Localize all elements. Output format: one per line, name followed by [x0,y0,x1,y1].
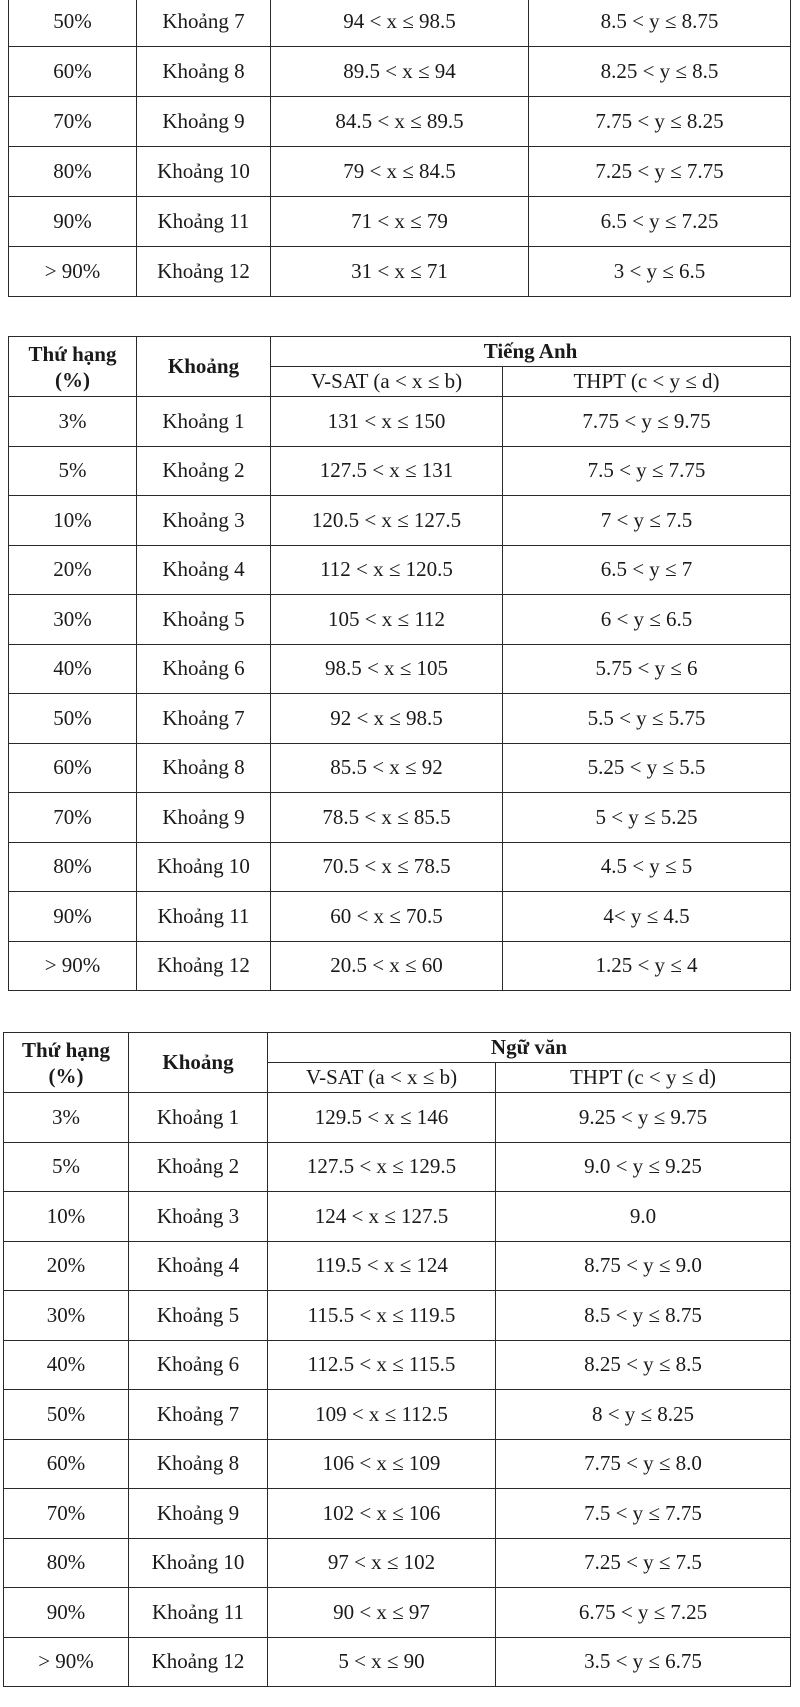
thpt-range-cell: 8.5 < y ≤ 8.75 [529,0,791,47]
thpt-range-cell: 7.25 < y ≤ 7.5 [496,1538,791,1588]
interval-cell: Khoảng 12 [137,941,271,991]
table-row [4,1142,791,1192]
vsat-range-cell: 112 < x ≤ 120.5 [271,545,503,595]
thpt-range-cell: 1.25 < y ≤ 4 [503,941,791,991]
rank-cell: 40% [9,644,137,694]
thpt-range-cell: 8.5 < y ≤ 8.75 [496,1291,791,1341]
rank-cell: > 90% [9,941,137,991]
interval-cell: Khoảng 11 [137,892,271,942]
thpt-range-cell: 5.5 < y ≤ 5.75 [503,694,791,744]
vsat-range-cell: 127.5 < x ≤ 129.5 [268,1142,496,1192]
thpt-range-cell: 6.5 < y ≤ 7 [503,545,791,595]
vsat-range-cell: 97 < x ≤ 102 [268,1538,496,1588]
thpt-range-cell: 8.25 < y ≤ 8.5 [496,1340,791,1390]
rank-cell: 60% [9,743,137,793]
score-table-english [8,336,791,991]
rank-cell: 70% [9,97,137,147]
thpt-range-cell: 7.25 < y ≤ 7.75 [529,147,791,197]
table-row [9,397,791,447]
table-row [9,446,791,496]
rank-cell: 80% [9,842,137,892]
thpt-header: THPT (c < y ≤ d) [496,1063,791,1093]
vsat-range-cell: 60 < x ≤ 70.5 [271,892,503,942]
table-body [4,1093,791,1687]
rank-cell: 50% [9,0,137,47]
rank-cell: 70% [4,1489,129,1539]
table-row [9,197,791,247]
thpt-range-cell: 3 < y ≤ 6.5 [529,247,791,297]
interval-cell: Khoảng 12 [129,1637,268,1687]
vsat-header: V-SAT (a < x ≤ b) [271,367,503,397]
vsat-range-cell: 129.5 < x ≤ 146 [268,1093,496,1143]
interval-cell: Khoảng 2 [129,1142,268,1192]
thpt-range-cell: 9.25 < y ≤ 9.75 [496,1093,791,1143]
thpt-range-cell: 6 < y ≤ 6.5 [503,595,791,645]
interval-cell: Khoảng 12 [137,247,271,297]
rank-cell: 80% [4,1538,129,1588]
table-row [9,545,791,595]
interval-cell: Khoảng 7 [129,1390,268,1440]
table-row [9,247,791,297]
interval-cell: Khoảng 2 [137,446,271,496]
subject-header: Ngữ văn [268,1033,791,1063]
thpt-range-cell: 9.0 < y ≤ 9.25 [496,1142,791,1192]
vsat-range-cell: 90 < x ≤ 97 [268,1588,496,1638]
interval-cell: Khoảng 7 [137,694,271,744]
score-table-continued [8,0,791,297]
interval-cell: Khoảng 11 [129,1588,268,1638]
rank-cell: 60% [9,47,137,97]
vsat-range-cell: 70.5 < x ≤ 78.5 [271,842,503,892]
table-row [4,1588,791,1638]
table-row [4,1538,791,1588]
rank-header: Thứ hạng (%) [4,1033,129,1093]
thpt-range-cell: 7.75 < y ≤ 8.0 [496,1439,791,1489]
table-row [9,743,791,793]
thpt-range-cell: 7.5 < y ≤ 7.75 [496,1489,791,1539]
rank-cell: 10% [4,1192,129,1242]
rank-cell: 30% [9,595,137,645]
rank-cell: 3% [4,1093,129,1143]
table-body [9,397,791,991]
interval-cell: Khoảng 9 [129,1489,268,1539]
table-row [4,1192,791,1242]
rank-cell: 50% [4,1390,129,1440]
interval-cell: Khoảng 4 [137,545,271,595]
table-row [9,644,791,694]
subject-header: Tiếng Anh [271,337,791,367]
table-row [4,1439,791,1489]
thpt-range-cell: 7.5 < y ≤ 7.75 [503,446,791,496]
vsat-range-cell: 31 < x ≤ 71 [271,247,529,297]
interval-cell: Khoảng 5 [137,595,271,645]
vsat-range-cell: 115.5 < x ≤ 119.5 [268,1291,496,1341]
rank-cell: 30% [4,1291,129,1341]
rank-header: Thứ hạng (%) [9,337,137,397]
interval-cell: Khoảng 10 [137,147,271,197]
vsat-range-cell: 94 < x ≤ 98.5 [271,0,529,47]
thpt-range-cell: 4.5 < y ≤ 5 [503,842,791,892]
rank-cell: 5% [4,1142,129,1192]
vsat-range-cell: 84.5 < x ≤ 89.5 [271,97,529,147]
interval-cell: Khoảng 8 [137,743,271,793]
table-row [9,793,791,843]
interval-cell: Khoảng 1 [137,397,271,447]
thpt-header: THPT (c < y ≤ d) [503,367,791,397]
interval-cell: Khoảng 8 [129,1439,268,1489]
interval-cell: Khoảng 10 [137,842,271,892]
table-row [9,47,791,97]
interval-cell: Khoảng 3 [129,1192,268,1242]
table-row [4,1390,791,1440]
interval-cell: Khoảng 10 [129,1538,268,1588]
rank-cell: 90% [9,892,137,942]
vsat-header: V-SAT (a < x ≤ b) [268,1063,496,1093]
vsat-range-cell: 85.5 < x ≤ 92 [271,743,503,793]
rank-cell: > 90% [4,1637,129,1687]
rank-cell: 90% [9,197,137,247]
thpt-range-cell: 8.25 < y ≤ 8.5 [529,47,791,97]
table-row [4,1340,791,1390]
rank-cell: 40% [4,1340,129,1390]
interval-cell: Khoảng 5 [129,1291,268,1341]
table-row [9,0,791,47]
thpt-range-cell: 7 < y ≤ 7.5 [503,496,791,546]
rank-cell: 60% [4,1439,129,1489]
table-row [4,1241,791,1291]
thpt-range-cell: 5 < y ≤ 5.25 [503,793,791,843]
table-row [4,1637,791,1687]
vsat-range-cell: 89.5 < x ≤ 94 [271,47,529,97]
thpt-range-cell: 6.75 < y ≤ 7.25 [496,1588,791,1638]
thpt-range-cell: 5.25 < y ≤ 5.5 [503,743,791,793]
interval-cell: Khoảng 9 [137,97,271,147]
table-row [9,595,791,645]
vsat-range-cell: 71 < x ≤ 79 [271,197,529,247]
rank-cell: 70% [9,793,137,843]
table-row [9,842,791,892]
rank-cell: 5% [9,446,137,496]
vsat-range-cell: 124 < x ≤ 127.5 [268,1192,496,1242]
table-row [4,1489,791,1539]
table-row [9,694,791,744]
table-row [9,892,791,942]
interval-cell: Khoảng 8 [137,47,271,97]
vsat-range-cell: 105 < x ≤ 112 [271,595,503,645]
rank-cell: 90% [4,1588,129,1638]
rank-cell: 80% [9,147,137,197]
interval-cell: Khoảng 3 [137,496,271,546]
vsat-range-cell: 102 < x ≤ 106 [268,1489,496,1539]
rank-cell: 20% [9,545,137,595]
vsat-range-cell: 127.5 < x ≤ 131 [271,446,503,496]
thpt-range-cell: 6.5 < y ≤ 7.25 [529,197,791,247]
rank-cell: 20% [4,1241,129,1291]
interval-header: Khoảng [137,337,271,397]
vsat-range-cell: 112.5 < x ≤ 115.5 [268,1340,496,1390]
vsat-range-cell: 131 < x ≤ 150 [271,397,503,447]
vsat-range-cell: 79 < x ≤ 84.5 [271,147,529,197]
interval-header: Khoảng [129,1033,268,1093]
table-body [9,0,791,297]
vsat-range-cell: 119.5 < x ≤ 124 [268,1241,496,1291]
table-row [4,1093,791,1143]
interval-cell: Khoảng 9 [137,793,271,843]
thpt-range-cell: 5.75 < y ≤ 6 [503,644,791,694]
interval-cell: Khoảng 7 [137,0,271,47]
table-row [9,496,791,546]
interval-cell: Khoảng 4 [129,1241,268,1291]
interval-cell: Khoảng 6 [129,1340,268,1390]
thpt-range-cell: 7.75 < y ≤ 9.75 [503,397,791,447]
vsat-range-cell: 106 < x ≤ 109 [268,1439,496,1489]
thpt-range-cell: 8.75 < y ≤ 9.0 [496,1241,791,1291]
rank-cell: > 90% [9,247,137,297]
table-row [9,147,791,197]
rank-cell: 10% [9,496,137,546]
score-table-literature [3,1032,791,1687]
vsat-range-cell: 78.5 < x ≤ 85.5 [271,793,503,843]
table-row [9,97,791,147]
interval-cell: Khoảng 11 [137,197,271,247]
thpt-range-cell: 8 < y ≤ 8.25 [496,1390,791,1440]
interval-cell: Khoảng 6 [137,644,271,694]
thpt-range-cell: 3.5 < y ≤ 6.75 [496,1637,791,1687]
thpt-range-cell: 4< y ≤ 4.5 [503,892,791,942]
rank-cell: 3% [9,397,137,447]
table-row [4,1291,791,1341]
thpt-range-cell: 7.75 < y ≤ 8.25 [529,97,791,147]
thpt-range-cell: 9.0 [496,1192,791,1242]
vsat-range-cell: 20.5 < x ≤ 60 [271,941,503,991]
vsat-range-cell: 5 < x ≤ 90 [268,1637,496,1687]
vsat-range-cell: 98.5 < x ≤ 105 [271,644,503,694]
table-row [9,941,791,991]
vsat-range-cell: 120.5 < x ≤ 127.5 [271,496,503,546]
vsat-range-cell: 109 < x ≤ 112.5 [268,1390,496,1440]
vsat-range-cell: 92 < x ≤ 98.5 [271,694,503,744]
interval-cell: Khoảng 1 [129,1093,268,1143]
rank-cell: 50% [9,694,137,744]
